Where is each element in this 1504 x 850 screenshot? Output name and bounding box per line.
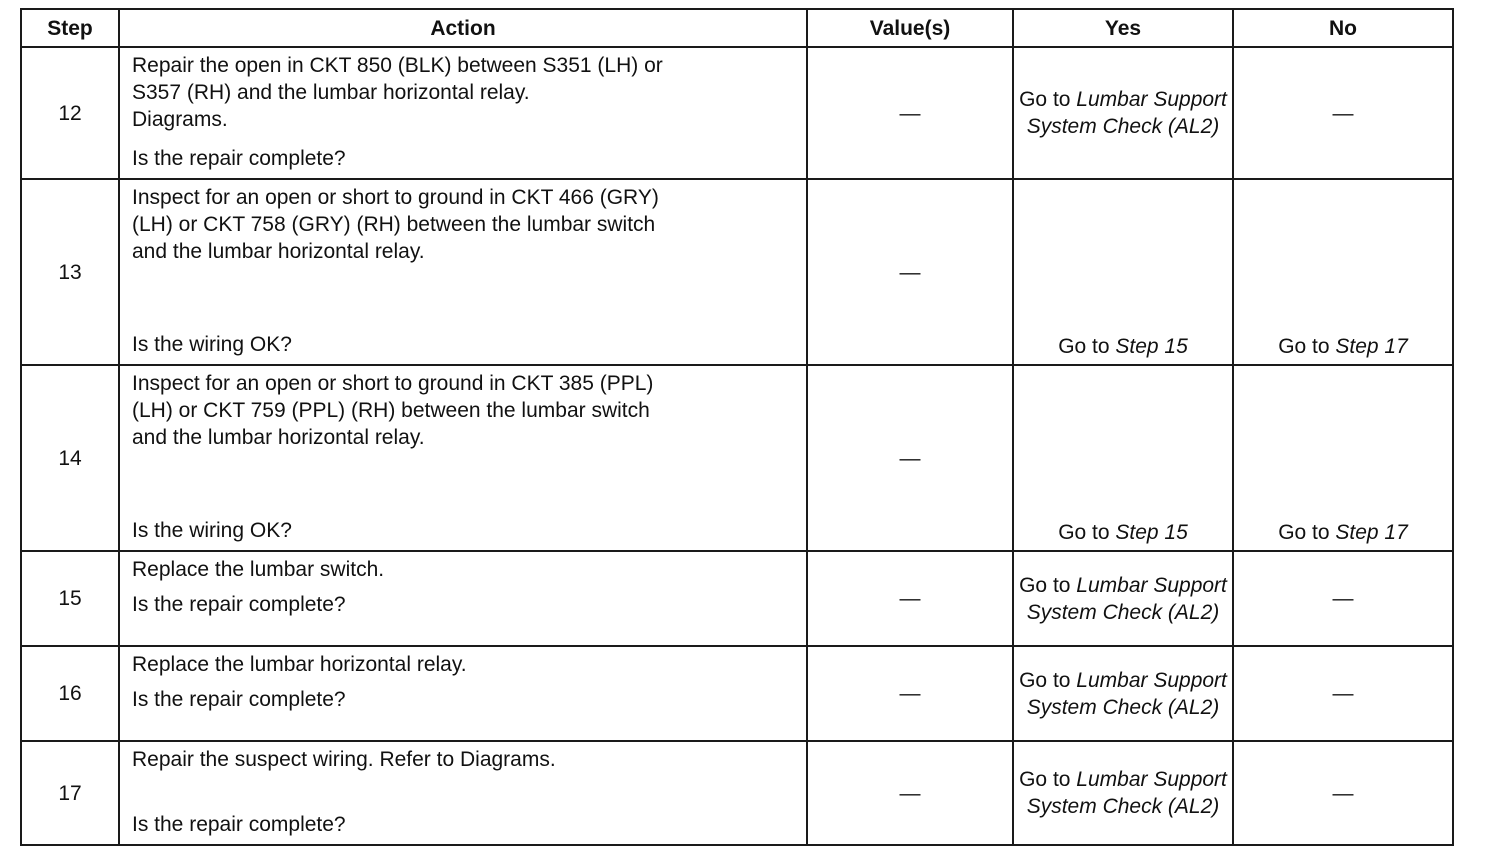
yes-prefix: Go to	[1058, 521, 1116, 544]
value-cell: —	[807, 646, 1013, 741]
action-question: Is the wiring OK?	[132, 519, 292, 542]
no-cell: —	[1233, 741, 1453, 845]
no-cell: —	[1233, 646, 1453, 741]
yes-prefix: Go to	[1019, 668, 1077, 692]
step-number: 14	[21, 365, 119, 551]
action-cell	[119, 551, 807, 646]
header-action: Action	[119, 9, 807, 47]
table-row	[21, 179, 1453, 365]
action-line: Inspect for an open or short to ground in CKT 466 (GRY)	[132, 186, 659, 209]
header-step: Step	[21, 9, 119, 47]
action-line: Diagrams.	[132, 108, 228, 131]
action-cell	[119, 741, 807, 845]
action-line: Repair the suspect wiring. Refer to Diagrams.	[132, 748, 556, 771]
action-cell	[119, 646, 807, 741]
yes-prefix: Go to	[1019, 768, 1077, 791]
yes-prefix: Go to	[1058, 335, 1116, 358]
action-line: and the lumbar horizontal relay.	[132, 240, 425, 263]
action-line: and the lumbar horizontal relay.	[132, 426, 425, 449]
yes-prefix: Go to	[1019, 573, 1077, 597]
action-cell	[119, 47, 807, 179]
action-line: Repair the open in CKT 850 (BLK) between S351 (LH) or	[132, 54, 663, 77]
value-cell: —	[807, 179, 1013, 365]
action-question: Is the repair complete?	[132, 688, 346, 711]
header-yes: Yes	[1013, 9, 1233, 47]
yes-cell	[1013, 551, 1233, 646]
header-values: Value(s)	[807, 9, 1013, 47]
action-cell	[119, 365, 807, 551]
action-question: Is the repair complete?	[132, 147, 346, 170]
action-question: Is the wiring OK?	[132, 333, 292, 356]
action-line: Replace the lumbar horizontal relay.	[132, 653, 467, 676]
no-cell: —	[1233, 551, 1453, 646]
no-cell	[1233, 179, 1453, 365]
no-cell: —	[1233, 47, 1453, 179]
action-line: Replace the lumbar switch.	[132, 558, 385, 581]
yes-cell	[1013, 47, 1233, 179]
yes-cell	[1013, 365, 1233, 551]
no-prefix: Go to	[1278, 521, 1336, 544]
value-cell: —	[807, 365, 1013, 551]
value-cell: —	[807, 551, 1013, 646]
action-line: Inspect for an open or short to ground in CKT 385 (PPL)	[132, 372, 654, 395]
value-cell: —	[807, 47, 1013, 179]
action-line: S357 (RH) and the lumbar horizontal relay.	[132, 81, 530, 104]
action-line: (LH) or CKT 759 (PPL) (RH) between the lumbar switch	[132, 399, 650, 422]
yes-link[interactable]: Lumbar Support System Check (AL2)	[1026, 88, 1227, 138]
step-number: 16	[21, 646, 119, 741]
action-question: Is the repair complete?	[132, 593, 346, 616]
table-row	[21, 365, 1453, 551]
step-number: 12	[21, 47, 119, 179]
action-question: Is the repair complete?	[132, 813, 346, 836]
yes-cell	[1013, 646, 1233, 741]
yes-link[interactable]: Lumbar Support System Check (AL2)	[1026, 668, 1227, 719]
yes-cell	[1013, 741, 1233, 845]
yes-link[interactable]: Step 15	[1115, 335, 1188, 358]
step-number: 15	[21, 551, 119, 646]
header-row	[21, 9, 1453, 47]
yes-prefix: Go to	[1019, 88, 1077, 111]
table-row	[21, 47, 1453, 179]
action-line: (LH) or CKT 758 (GRY) (RH) between the lumbar switch	[132, 213, 656, 236]
yes-cell	[1013, 179, 1233, 365]
header-no: No	[1233, 9, 1453, 47]
action-cell	[119, 179, 807, 365]
yes-link[interactable]: Lumbar Support System Check (AL2)	[1026, 573, 1227, 624]
step-number: 17	[21, 741, 119, 845]
diagnostic-table	[20, 8, 1454, 846]
no-link[interactable]: Step 17	[1335, 521, 1408, 544]
no-prefix: Go to	[1278, 335, 1336, 358]
table-row	[21, 551, 1453, 646]
table-row	[21, 646, 1453, 741]
table-row	[21, 741, 1453, 845]
yes-link[interactable]: Lumbar Support System Check (AL2)	[1026, 768, 1227, 818]
yes-link[interactable]: Step 15	[1115, 521, 1188, 544]
step-number: 13	[21, 179, 119, 365]
value-cell: —	[807, 741, 1013, 845]
no-link[interactable]: Step 17	[1335, 335, 1408, 358]
no-cell	[1233, 365, 1453, 551]
